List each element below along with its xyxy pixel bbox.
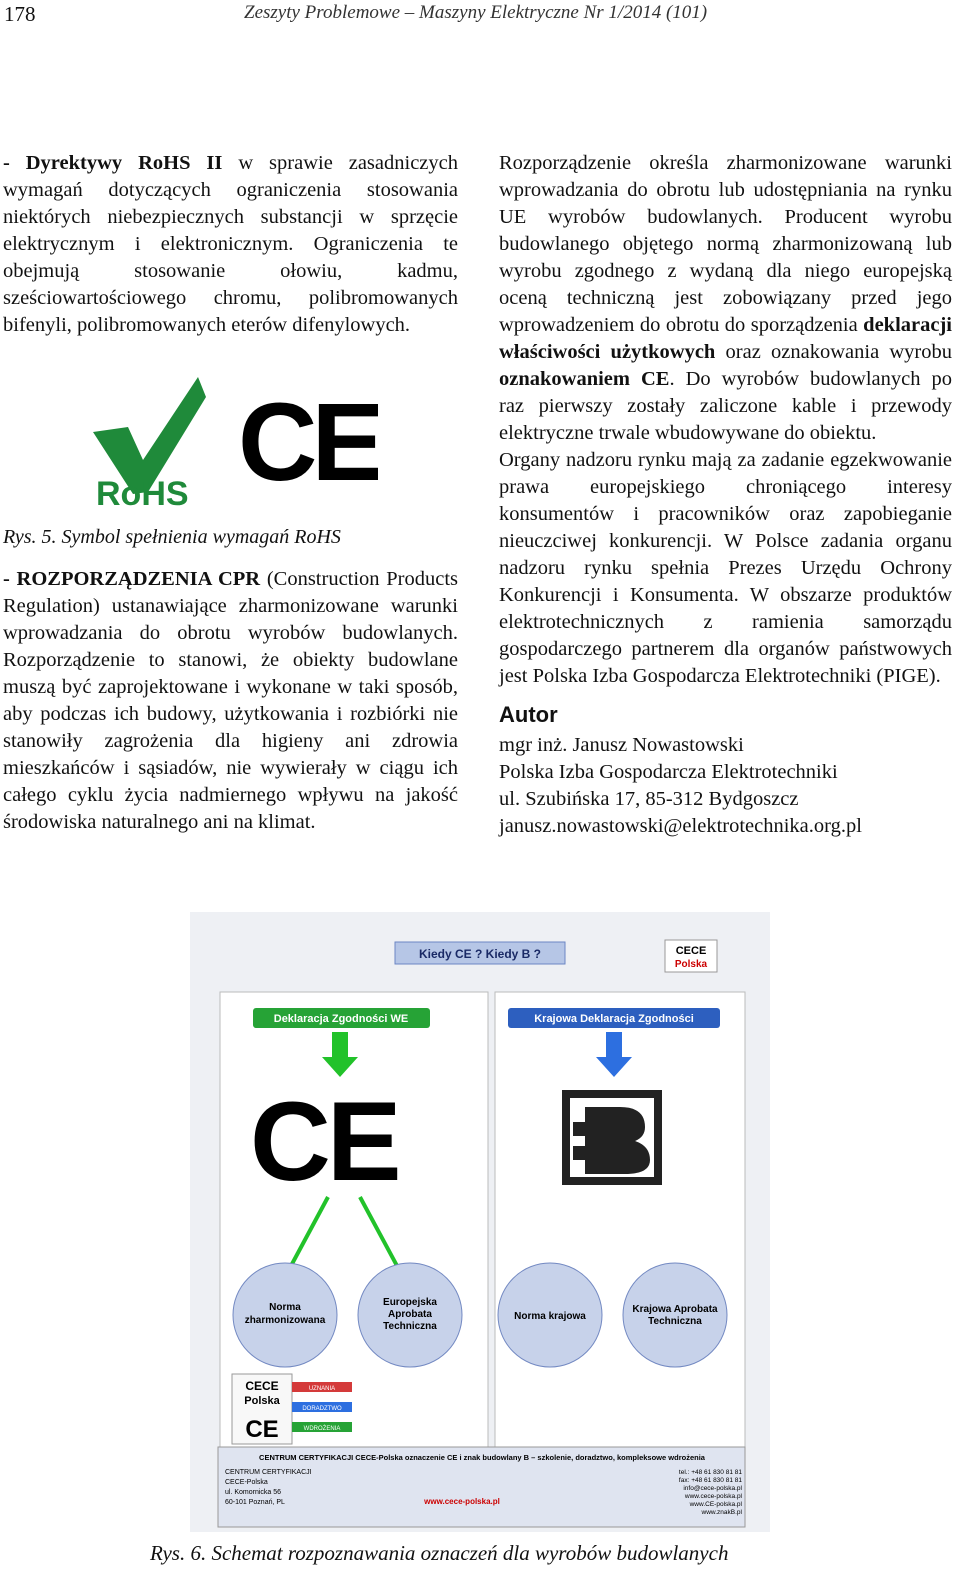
- circle2-line1: Europejska: [383, 1297, 437, 1308]
- rohs-paragraph: - Dyrektywy RoHS II w sprawie zasadniczych wymagań dotyczących ograniczenia stosowania niektórych niebezpiecznych substancji w sprzęcie elektrycznym i elektronicznym. Ograniczenia te obejmują stosowanie ołowiu, kadmu, sześciowartościowego chromu, polibromowanych bifenyli, polibromowanych eterów difenylowych.: [3, 152, 458, 336]
- footer-l1: CENTRUM CERTYFIKACJI: [225, 1469, 312, 1476]
- left-column-top: [3, 150, 458, 339]
- footer-r5: www.CE-polska.pl: [689, 1501, 742, 1508]
- circle1-line1: Norma: [269, 1302, 301, 1313]
- cpr-paragraph: - ROZPORZĄDZENIA CPR (Construction Products Regulation) ustanawiające zharmonizowane warunki wprowadzania do obrotu wyrobów budowlanych. Rozporządzenie to stanowi, że obiekty budowlane muszą być zaprojektowane i wykonane w taki sposób, aby podczas ich budowy, użytkowania i rozbiórki nie stanowiły zagrożenia dla higieny ani zdrowia mieszkańców i sąsiadów, nie wywierały w ciągu ich całego cyklu życia nadmiernego wpływu na jakość środowiska naturalnego ani na klimat.: [3, 568, 458, 833]
- page-number: 178: [4, 2, 36, 26]
- circle-krajowa-aprobata: [623, 1263, 727, 1367]
- ribbon-2-text: DORADZTWO: [302, 1406, 342, 1412]
- circle2-line2: Aprobata: [388, 1309, 432, 1320]
- ribbon-3-text: WDROŻENIA: [303, 1426, 341, 1432]
- cece-logo-top-2: Polska: [674, 959, 708, 970]
- footer-r2: fax: +48 61 830 81 81: [678, 1477, 742, 1484]
- ce-mark-large: CE: [250, 1079, 398, 1204]
- fig6-scheme: [190, 912, 770, 1532]
- author-address: ul. Szubińska 17, 85-312 Bydgoszcz: [499, 788, 799, 810]
- rohs-ce-figure: [88, 372, 378, 512]
- footer-l4: 60-101 Poznań, PL: [225, 1499, 285, 1506]
- footer-title: CENTRUM CERTYFIKACJI CECE-Polska oznaczenie CE i znak budowlany B – szkolenie, doradztwo, kompleksowe wdrożenia: [259, 1453, 705, 1462]
- circle1-line2: zharmonizowana: [244, 1315, 326, 1326]
- circle3-text: Norma krajowa: [514, 1311, 586, 1322]
- fig6-caption: Rys. 6. Schemat rozpoznawania oznaczeń dla wyrobów budowlanych: [150, 1541, 729, 1565]
- top-banner-text: Kiedy CE ? Kiedy B ?: [418, 947, 542, 961]
- regulation-paragraph: Rozporządzenie określa zharmonizowane warunki wprowadzania do obrotu lub udostępniania na rynku UE wyrobów budowlanych. Producent wyrobu budowlanego objętego normą zharmonizowaną lub wyrobu zgodnego z wydaną dla niego europejską oceną techniczną jest zobowiązany przed jego wprowadzeniem do obrotu do sporządzenia deklaracji właściwości użytkowych oraz oznakowania wyrobu oznakowaniem CE. Do wyrobów budowlanych po raz pierwszy zostały zaliczone kable i przewody elektryczne trwale wbudowywane do obiektu.: [499, 152, 952, 444]
- footer-r4: www.cece-polska.pl: [684, 1493, 742, 1500]
- circle2-line3: Techniczna: [383, 1321, 437, 1332]
- market-supervision-paragraph: Organy nadzoru rynku mają za zadanie egzekwowanie prawa europejskiego chroniącego interesy konsumentów i pracowników oraz zapobieganie nieuczciwej konkurencji. W Polsce zadania organu nadzoru rynku spełnia Prezes Urzędu Ochrony Konkurencji i Konsumenta. W obszarze produktów elektrotechnicznych z ramienia samorządu gospodarczego partnerem dla organów państwowych jest Polska Izba Gospodarcza Elektrotechniki (PIGE).: [499, 449, 952, 687]
- ribbon-1-text: UZNANIA: [308, 1386, 336, 1392]
- footer-url: www.cece-polska.pl: [424, 1497, 500, 1506]
- ce-mark: CE: [238, 381, 378, 504]
- author-org: Polska Izba Gospodarcza Elektrotechniki: [499, 761, 838, 783]
- cece-logo-ce: CE: [245, 1416, 279, 1443]
- author-heading: Autor: [499, 702, 558, 727]
- right-header-text: Krajowa Deklaracja Zgodności: [534, 1013, 694, 1025]
- footer-r1: tel.: +48 61 830 81 81: [678, 1469, 742, 1476]
- rohs-logo-text: RoHS: [96, 475, 189, 512]
- footer-l3: ul. Komornicka 56: [225, 1489, 282, 1496]
- author-email: janusz.nowastowski@elektrotechnika.org.pl: [499, 815, 862, 837]
- b-mark-icon: [562, 1090, 662, 1185]
- footer-l2: CECE-Polska: [225, 1479, 268, 1486]
- rohs-ce-logos: [88, 372, 378, 512]
- fig5-caption: Rys. 5. Symbol spełnienia wymagań RoHS: [3, 526, 341, 548]
- cece-logo-bottom-1: CECE: [245, 1379, 279, 1393]
- left-header-text: Deklaracja Zgodności WE: [273, 1013, 409, 1025]
- right-column: [499, 150, 952, 840]
- author-name: mgr inż. Janusz Nowastowski: [499, 734, 744, 756]
- cece-logo-bottom-2: Polska: [244, 1395, 280, 1407]
- journal-title: Zeszyty Problemowe – Maszyny Elektryczne Nr 1/2014 (101): [244, 2, 708, 23]
- cece-logo-top-1: CECE: [675, 945, 707, 957]
- footer-r6: www.znakB.pl: [701, 1509, 742, 1516]
- circle4-line1: Krajowa Aprobata: [632, 1304, 718, 1315]
- left-column-bottom: [3, 566, 458, 836]
- fig6-svg: [190, 912, 770, 1532]
- circle4-line2: Techniczna: [648, 1316, 702, 1327]
- footer-r3: info@cece-polska.pl: [683, 1485, 742, 1492]
